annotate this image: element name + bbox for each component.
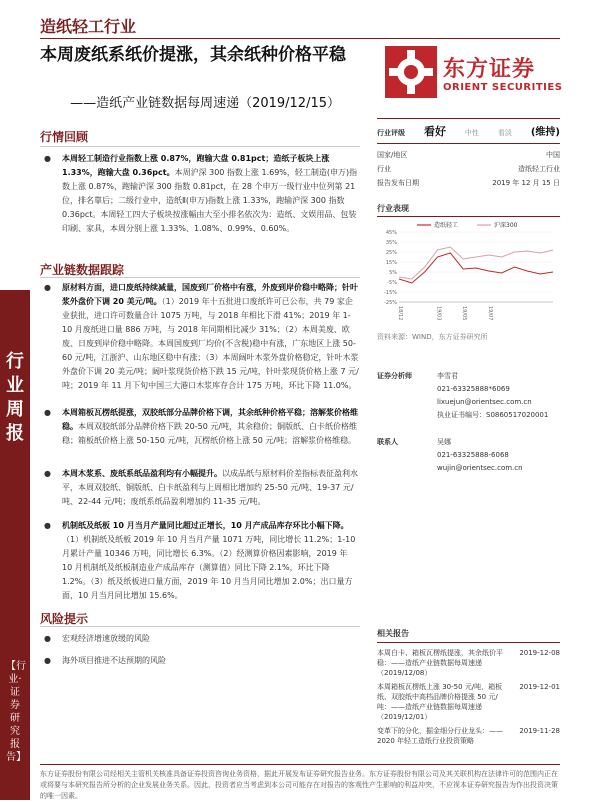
logo-cn: 东方证券: [443, 57, 536, 82]
bullet-icon: ●: [44, 469, 51, 478]
related-item-date: 2019-12-08: [519, 649, 560, 657]
review-paragraph: [40, 152, 360, 236]
perf-rule: [377, 216, 560, 217]
contact-block: [377, 436, 560, 475]
rating-value: 看好: [423, 125, 446, 138]
related-title: 相关报告: [377, 628, 560, 643]
chain-text: （1）机制纸及纸板 2019 年 10 月当月产量 1071 万吨，同比增长 11.2%；1-10 月累计产量 10346 万吨，同比增长 6.3%。（2）经测算价格因素影响，2019 年 10 月机制纸及纸板制造业产成品库存（测算值）同比下降 2.1%，环比下降 1.2%。（3）纸及纸板进口量方面，2019 年 10 月当月同比增加 2.0%；出口量方面，10 月当月同比增加 15.6%。: [62, 535, 356, 600]
rating-key: 行业: [377, 165, 391, 173]
industry-label: 造纸轻工行业: [40, 17, 137, 36]
y-tick-label: 15%: [385, 260, 397, 266]
performance-chart: [377, 218, 560, 328]
analyst-name: 李雪君: [437, 372, 458, 380]
rating-key: 报告发布日期: [377, 179, 419, 187]
y-tick-label: -25%: [384, 300, 397, 306]
chain-bold: 原材料方面，进口废纸持续减量，国废到厂价格中有涨，外废到岸价稳中略降；针叶浆外盘价下调 20 美元/吨。: [62, 283, 358, 306]
related-item[interactable]: [377, 682, 560, 722]
rating-level-bearish: 看淡: [497, 129, 512, 137]
sidebar-footnote: 【行业·证券研究报告】: [6, 661, 26, 763]
y-tick-label: 5%: [389, 270, 397, 276]
chain-bold: 机制纸及纸板 10 月当月产量同比超过正增长，10 月产成品库存环比小幅下降。: [62, 521, 349, 530]
section-divider: [40, 146, 360, 147]
risk-text: 海外项目推进不达预期的风险: [62, 656, 166, 665]
y-tick-label: -15%: [384, 290, 397, 296]
x-tick-label: 18/12: [397, 306, 403, 321]
related-item-title: 本周白卡、箱板瓦楞纸提涨，其余纸价平稳：——造纸产业链数据每周速递（2019/12/08）: [377, 649, 503, 677]
legend-label: 造纸轻工: [434, 222, 459, 229]
rating-maintain: (维持): [530, 127, 560, 138]
contact-email: wujin@orientsec.com.cn: [437, 464, 523, 472]
risk-item: [40, 654, 360, 668]
section-risk: 风险提示: [40, 612, 89, 626]
chain-bold: 本周箱板瓦楞纸提涨，双胶纸部分品牌价格下调，其余纸种价格平稳；溶解浆价格维稳。: [62, 408, 358, 431]
risk-text: 宏观经济增速放缓的风险: [62, 634, 150, 643]
section-chain: 产业链数据跟踪: [40, 263, 125, 277]
logo-mark-icon: [385, 46, 437, 98]
section-divider: [40, 277, 360, 278]
rating-row: [377, 162, 560, 176]
rating-val: 造纸轻工行业: [518, 165, 560, 173]
y-tick-label: -5%: [387, 280, 397, 286]
report-subtitle: ——造纸产业链数据每周速递（2019/12/15）: [70, 96, 340, 111]
rating-key: 国家/地区: [377, 151, 408, 159]
y-tick-label: 25%: [385, 250, 397, 256]
chain-paragraph-1: [40, 281, 360, 393]
report-title: 本周废纸系纸价提涨，其余纸种价格平稳: [40, 45, 346, 65]
related-item-date: 2019-12-01: [519, 683, 560, 691]
analyst-block: [377, 370, 560, 422]
chain-paragraph-3: [40, 467, 360, 509]
x-tick-label: 19/07: [486, 306, 493, 321]
y-tick-label: 35%: [385, 240, 397, 246]
rating-block: [377, 118, 560, 190]
rating-level-neutral: 中性: [464, 129, 479, 137]
rating-val: 中国: [546, 151, 560, 159]
section-divider: [40, 626, 360, 627]
rating-row: [377, 176, 560, 190]
bullet-icon: ●: [44, 154, 51, 163]
perf-title: 行业表现: [377, 204, 409, 213]
company-logo: [385, 46, 565, 106]
contact-phone: 021-63325888-6068: [437, 451, 509, 459]
section-review: 行情回顾: [40, 130, 89, 144]
chart-source: 资料来源：WIND，东方证券研究所: [377, 333, 488, 341]
y-tick-label: 45%: [385, 230, 397, 236]
bullet-icon: ●: [44, 283, 51, 292]
related-item-title: 本周箱板瓦楞纸上涨 30-50 元/吨，箱板纸、双胶纸中高档品牌价格提涨 50 元/吨：——造纸产业链数据每周速递（2019/12/01）: [377, 683, 503, 721]
review-text: 本周沪深 300 指数上涨 1.69%，轻工制造(申万)指数上涨 0.87%，跑输沪深 300 指数 0.81pct，在 28 个申万一级行业中位列第 21 位，排名靠后；二级行业中，造纸Ⅱ(申万)指数上涨 1.33%，跑输沪深 300 指数 0.36pct。本周轻工四大子板块按涨幅由大至小排名依次为：造纸、文娱用品、包装印刷、家具，本周分别上涨 1.33%、1.08%、0.99%、0.60%。: [62, 168, 358, 233]
analyst-label: 证券分析师: [377, 372, 412, 380]
chain-paragraph-2: [40, 406, 360, 448]
x-tick-label: 19/05: [461, 306, 468, 321]
related-reports: [377, 628, 560, 750]
chain-bold: 本周木浆系、废纸系纸品盈利均有小幅提升。: [62, 469, 222, 478]
legend-label: 沪深300: [494, 222, 518, 229]
related-item-title: 变革下的分化，掘金细分行业龙头：——2020 年轻工造纸行业投资策略: [377, 727, 503, 745]
related-item[interactable]: [377, 648, 560, 678]
disclaimer-footer: 东方证券股份有限公司经相关主管机关核准具备证券投资咨询业务资格，据此开展发布证券研究报告业务。东方证券股份有限公司及其关联机构在法律许可的范围内正在或将要与本研究报告所分析的企业发展业务关系。因此，投资者应当考虑到本公司可能存在对报告的客观性产生影响的利益冲突，不应视本证券研究报告为作出投资决策的唯一因素。: [40, 764, 560, 802]
analyst-email: lixuejun@orientsec.com.cn: [437, 398, 532, 406]
chain-text: 本周双胶纸部分品牌价格下跌 20-50 元/吨，其余稳价；铜版纸、白卡纸价格维稳；箱板纸价格上涨 50-150 元/吨，瓦楞纸价格上涨 50 元/吨；溶解浆价格维稳。: [62, 422, 358, 445]
risk-item: [40, 632, 360, 646]
rating-val: 2019 年 12 月 15 日: [492, 179, 560, 187]
x-tick-label: 19/03: [435, 306, 442, 321]
sidebar-title: 行业周报: [6, 351, 24, 444]
chain-text: 以成品纸与原材料价差指标表征盈利水平，本周双胶纸、铜版纸、白卡纸盈利与上周相比增加约 25-50 元/吨、19-37 元/吨、22-44 元/吨；废纸系纸品盈利增加约 11-35 元/吨。: [62, 469, 358, 506]
logo-en: ORIENT SECURITIES: [443, 82, 563, 93]
contact-label: 联系人: [377, 438, 398, 446]
chain-paragraph-4: [40, 519, 360, 603]
related-item-date: 2019-11-28: [519, 727, 560, 735]
analyst-cert: 执业证书编号：S0860517020001: [437, 411, 549, 419]
bullet-icon: ●: [44, 634, 51, 643]
review-bold: 本周轻工制造行业指数上涨 0.87%，跑输大盘 0.81pct；造纸子板块上涨 1.33%，跑输大盘 0.36pct。: [62, 154, 330, 177]
rating-label: 行业评级: [377, 129, 405, 137]
rating-row: [377, 148, 560, 162]
bullet-icon: ●: [44, 521, 51, 530]
chain-text: （1）2019 年十五批进口废纸许可已公布，共 79 家企业获批，进口许可数量合计 1075 万吨，与 2018 年相比下滑 41%；2019 年 1-10 月废纸进口量 886 万吨，与 2018 年同期相比减少 31%；（2）本周美废、欧废、日废到岸价稳中略降。本周国废到厂均价(不含税)稳中有涨，广东地区上涨 50-60 元/吨，江浙沪、山东地区稳中有涨；（3）本周阔叶木浆外盘价格稳定，针叶木浆外盘价下调 20 美元/吨；阔叶浆现货价格下跌 15 元/吨，针叶浆现货价格上涨 7 元/吨；2019 年 11 月下旬中国三大港口木浆库存合计 175 万吨，环比下降 11.0%。: [62, 297, 359, 390]
header-divider: [40, 38, 560, 39]
analyst-phone: 021-63325888*6069: [437, 385, 510, 393]
related-item[interactable]: [377, 726, 560, 746]
bullet-icon: ●: [44, 656, 51, 665]
bullet-icon: ●: [44, 408, 51, 417]
contact-name: 吴娜: [437, 438, 451, 446]
